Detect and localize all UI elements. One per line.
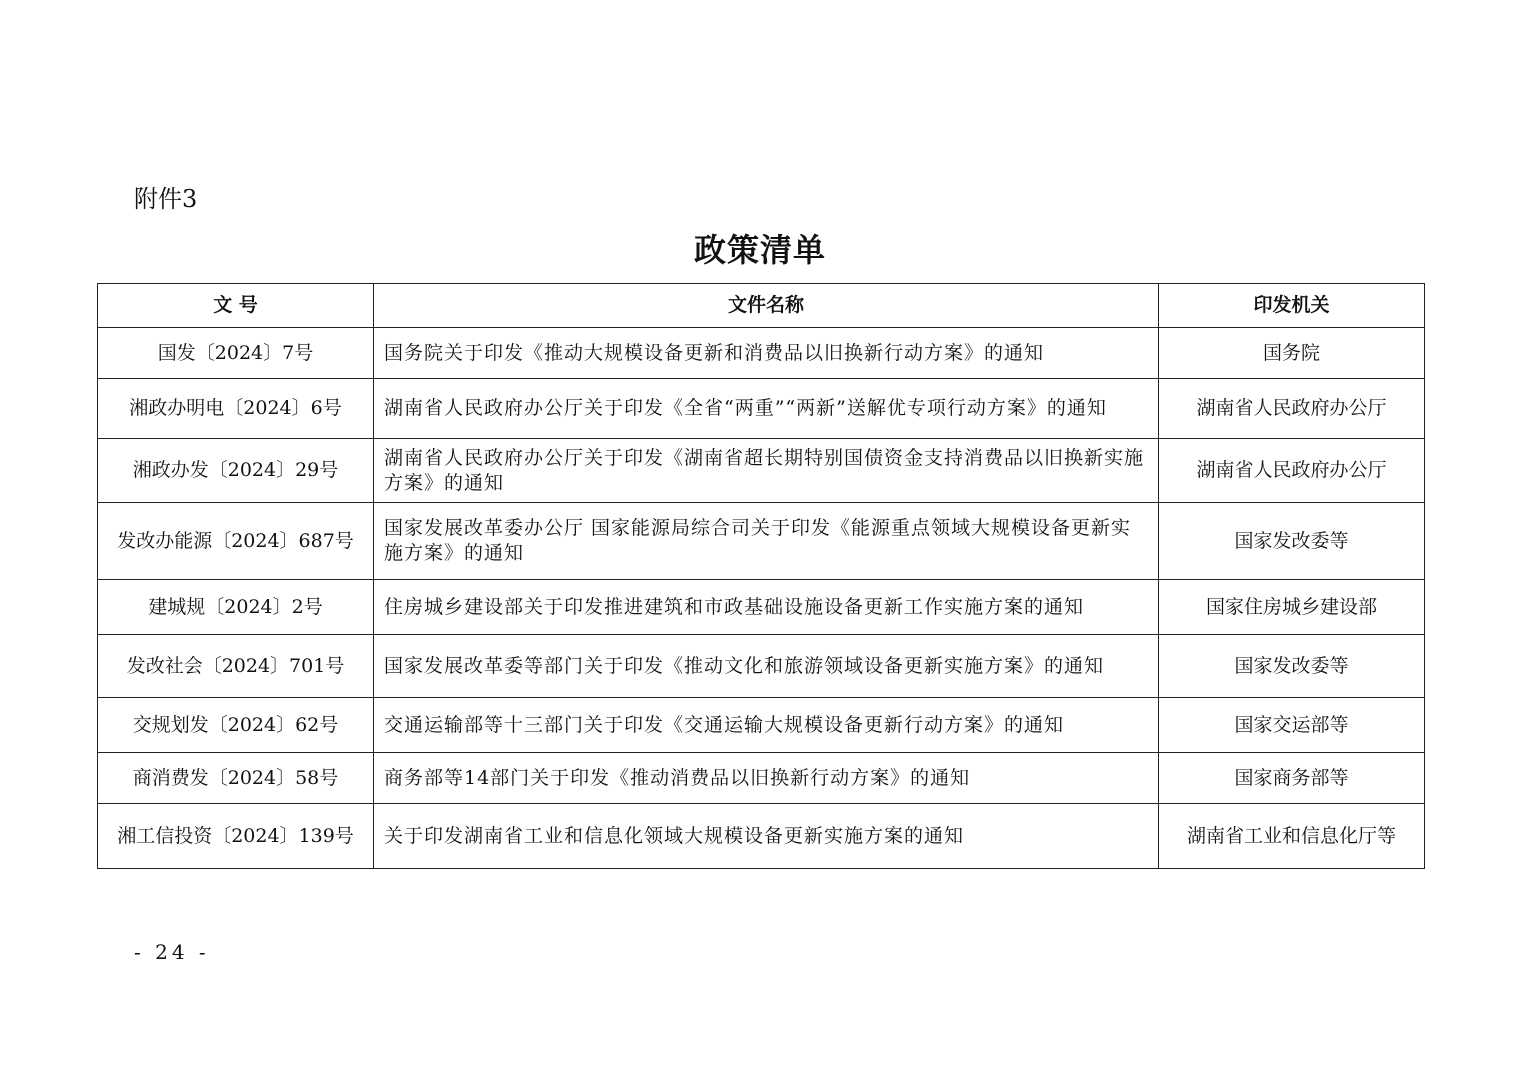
doc-name-cell: 湖南省人民政府办公厅关于印发《湖南省超长期特别国债资金支持消费品以旧换新实施方案》的通知 [374, 439, 1159, 503]
doc-name-cell: 关于印发湖南省工业和信息化领域大规模设备更新实施方案的通知 [374, 804, 1159, 869]
header-issuer: 印发机关 [1159, 284, 1425, 328]
doc-number-cell: 发改社会〔2024〕701号 [98, 635, 374, 698]
doc-name-cell: 住房城乡建设部关于印发推进建筑和市政基础设施设备更新工作实施方案的通知 [374, 580, 1159, 635]
issuer-cell: 国家交运部等 [1159, 698, 1425, 753]
table-row [98, 580, 1425, 635]
table-row [98, 804, 1425, 869]
issuer-cell: 湖南省工业和信息化厅等 [1159, 804, 1425, 869]
issuer-cell: 湖南省人民政府办公厅 [1159, 439, 1425, 503]
table-row [98, 379, 1425, 439]
table-header-row [98, 284, 1425, 328]
doc-number-cell: 交规划发〔2024〕62号 [98, 698, 374, 753]
table-row [98, 328, 1425, 379]
table-row [98, 439, 1425, 503]
page-number: - 24 - [134, 940, 210, 964]
table-row [98, 635, 1425, 698]
doc-number-cell: 湘政办明电〔2024〕6号 [98, 379, 374, 439]
doc-number-cell: 商消费发〔2024〕58号 [98, 753, 374, 804]
issuer-cell: 国务院 [1159, 328, 1425, 379]
issuer-cell: 国家住房城乡建设部 [1159, 580, 1425, 635]
doc-name-cell: 国家发展改革委等部门关于印发《推动文化和旅游领域设备更新实施方案》的通知 [374, 635, 1159, 698]
table-row [98, 503, 1425, 580]
issuer-cell: 湖南省人民政府办公厅 [1159, 379, 1425, 439]
issuer-cell: 国家商务部等 [1159, 753, 1425, 804]
table-row [98, 753, 1425, 804]
doc-number-cell: 湘工信投资〔2024〕139号 [98, 804, 374, 869]
doc-number-cell: 发改办能源〔2024〕687号 [98, 503, 374, 580]
doc-number-cell: 国发〔2024〕7号 [98, 328, 374, 379]
doc-name-cell: 交通运输部等十三部门关于印发《交通运输大规模设备更新行动方案》的通知 [374, 698, 1159, 753]
header-doc-name: 文件名称 [374, 284, 1159, 328]
document-title: 政策清单 [693, 231, 826, 269]
doc-number-cell: 建城规〔2024〕2号 [98, 580, 374, 635]
doc-number-cell: 湘政办发〔2024〕29号 [98, 439, 374, 503]
doc-name-cell: 商务部等14部门关于印发《推动消费品以旧换新行动方案》的通知 [374, 753, 1159, 804]
policy-table [97, 283, 1425, 869]
doc-name-cell: 国家发展改革委办公厅 国家能源局综合司关于印发《能源重点领域大规模设备更新实施方案》的通知 [374, 503, 1159, 580]
header-doc-number: 文 号 [98, 284, 374, 328]
doc-name-cell: 湖南省人民政府办公厅关于印发《全省“两重”“两新”送解优专项行动方案》的通知 [374, 379, 1159, 439]
doc-name-cell: 国务院关于印发《推动大规模设备更新和消费品以旧换新行动方案》的通知 [374, 328, 1159, 379]
issuer-cell: 国家发改委等 [1159, 503, 1425, 580]
issuer-cell: 国家发改委等 [1159, 635, 1425, 698]
attachment-label: 附件3 [134, 185, 198, 213]
table-row [98, 698, 1425, 753]
